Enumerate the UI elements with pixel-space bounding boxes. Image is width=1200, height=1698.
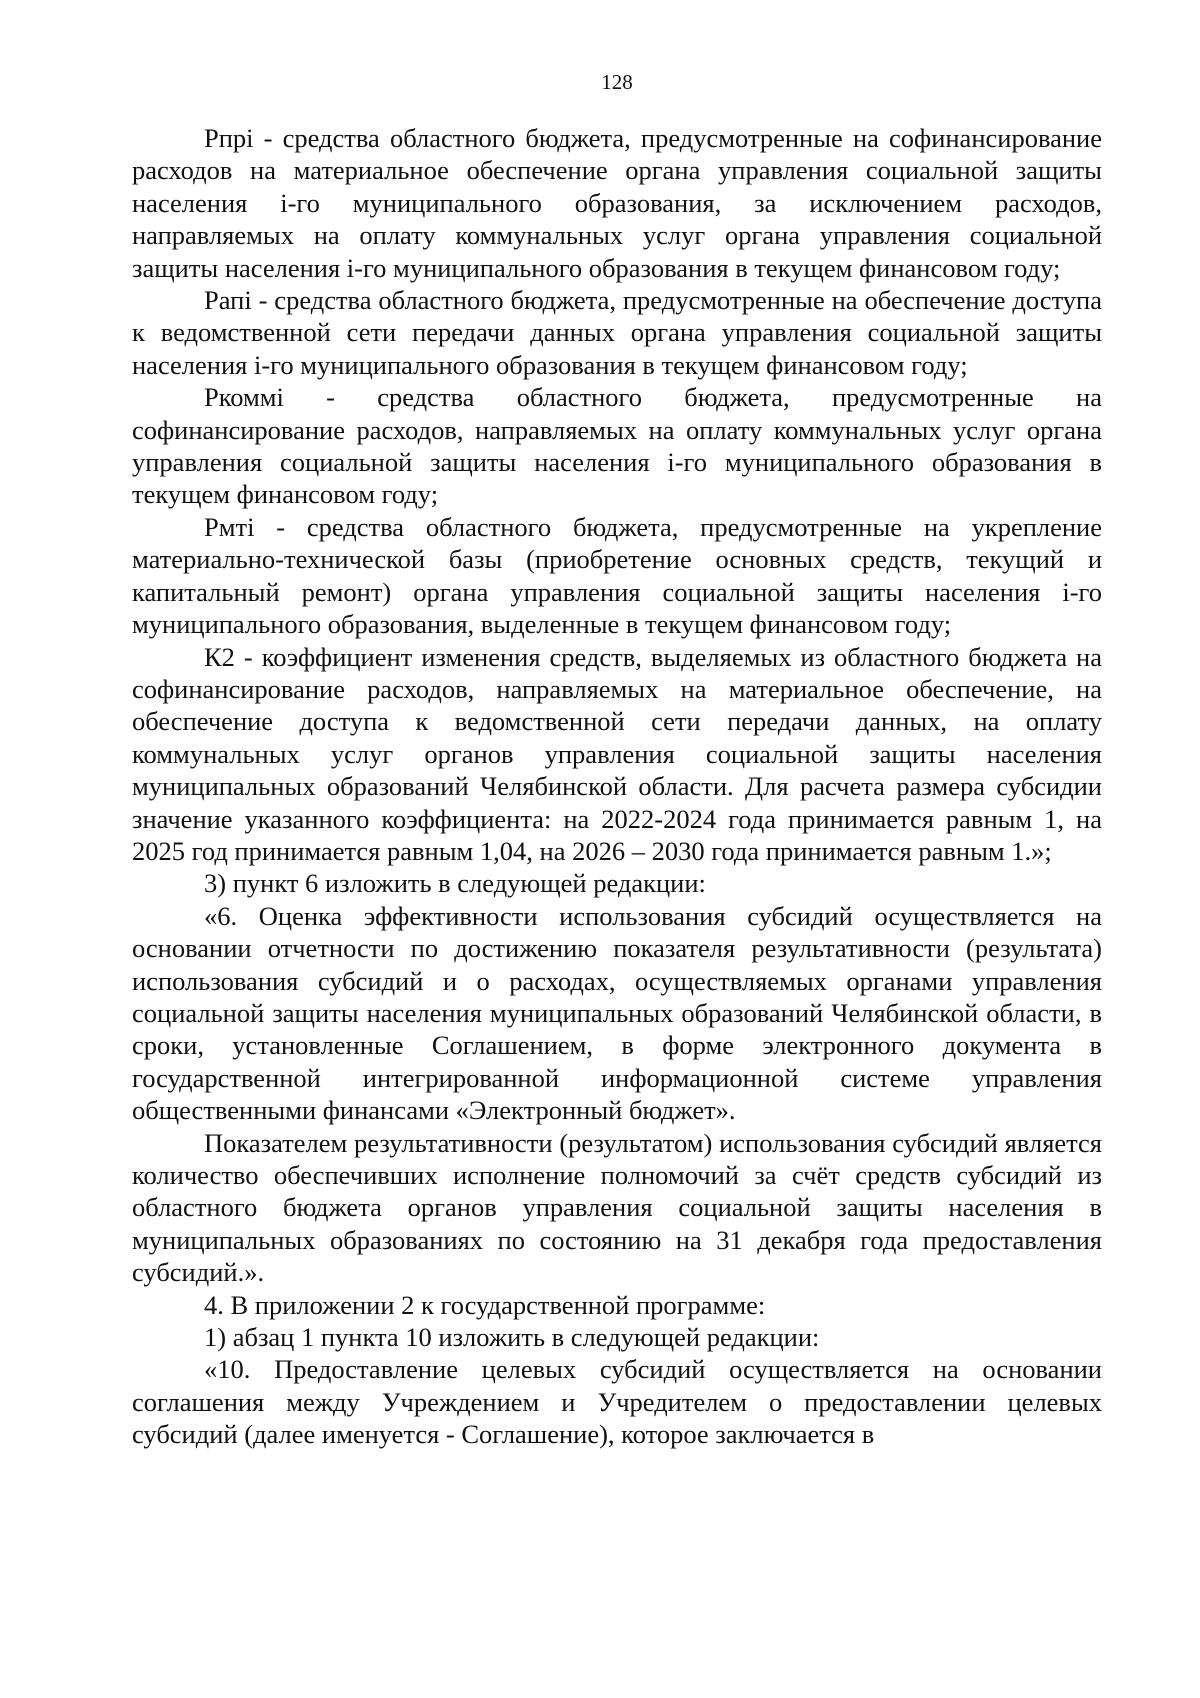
paragraph-point-10: «10. Предоставление целевых субсидий осуществляется на основании соглашения между Учреждением и Учредителем о предоставлении целевых субсидий (далее именуется - Соглашение), которое заключается в [132,1354,1102,1450]
paragraph-k2: К2 - коэффициент изменения средств, выделяемых из областного бюджета на софинансирование расходов, направляемых на материальное обеспечение, на обеспечение доступа к ведомственной сети передачи данных, на оплату коммунальных услуг органов управления социальной защиты населения муниципальных образований Челябинской области. Для расчета размера субсидии значение указанного коэффициента: на 2022-2024 года принимается равным 1, на 2025 год принимается равным 1,04, на 2026 – 2030 года принимается равным 1.»; [132,641,1102,866]
paragraph-item-4: 4. В приложении 2 к государственной программе: [204,1289,766,1320]
paragraph-point-6: «6. Оценка эффективности использования субсидий осуществляется на основании отчетности по достижению показателя результативности (результата) использования субсидий и о расходах, осуществляемых органами управления социальной защиты населения муниципальных образований Челябинской области, в сроки, установленные Соглашением, в форме электронного документа в государственной интегрированной информационной системе управления общественными финансами «Электронный бюджет». [132,900,1102,1126]
paragraph-rmti: Рмтi - средства областного бюджета, предусмотренные на укрепление материально-технической базы (приобретение основных средств, текущий и капитальный ремонт) органа управления социальной защиты населения i-го муниципального образования, выделенные в текущем финансовом году; [132,511,1102,640]
paragraph-rkommi: Ркоммi - средства областного бюджета, предусмотренные на софинансирование расходов, направляемых на оплату коммунальных услуг органа управления социальной защиты населения i-го муниципального образования в текущем финансовом году; [132,382,1102,510]
paragraph-rpri: Рпрi - средства областного бюджета, предусмотренные на софинансирование расходов на материальное обеспечение органа управления социальной защиты населения i-го муниципального образования, за исключением расходов, направляемых на оплату коммунальных услуг органа управления социальной защиты населения i-го муниципального образования в текущем финансовом году; [132,123,1102,283]
document-body [132,122,1102,1451]
paragraph-item-3: 3) пункт 6 изложить в следующей редакции: [204,868,706,899]
page-number: 128 [601,70,633,94]
paragraph-subitem-1: 1) абзац 1 пункта 10 изложить в следующей редакции: [204,1322,820,1353]
paragraph-indicator: Показателем результативности (результатом) использования субсидий является количество обеспечивших исполнение полномочий за счёт средств субсидий из областного бюджета органов управления социальной защиты населения в муниципальных образованиях по состоянию на 31 декабря года предоставления субсидий.». [132,1127,1102,1288]
paragraph-rapi: Рапi - средства областного бюджета, предусмотренные на обеспечение доступа к ведомственной сети передачи данных органа управления социальной защиты населения i-го муниципального образования в текущем финансовом году; [132,285,1102,380]
